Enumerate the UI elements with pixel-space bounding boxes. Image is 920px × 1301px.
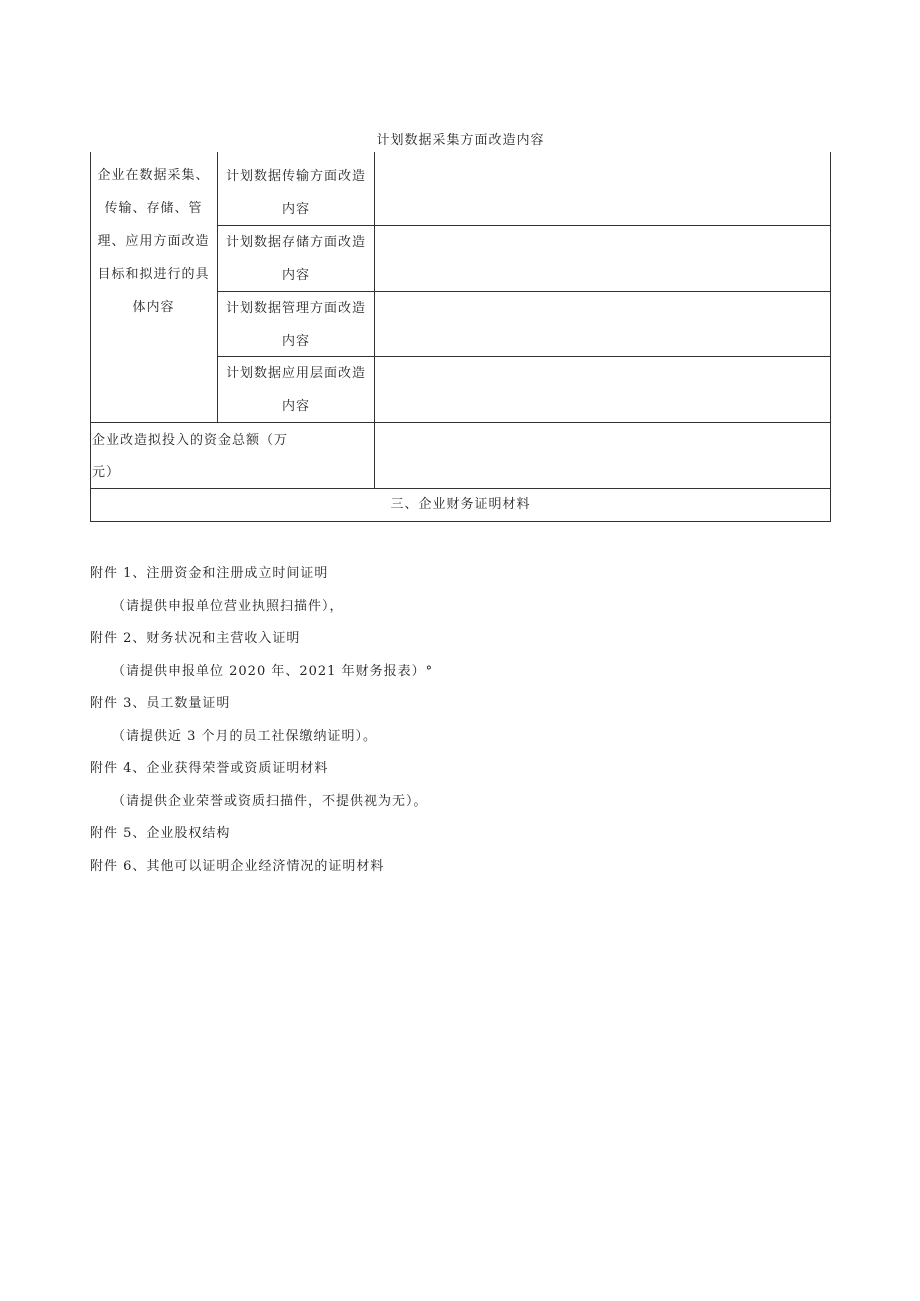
table-border-right: [830, 152, 831, 522]
reform-goals-label-line: 企业在数据采集、: [97, 168, 210, 183]
investment-total-label-line2: 元）: [92, 465, 121, 480]
data-application-label: [218, 357, 374, 423]
reform-goals-label-line: 目标和拟进行的具: [97, 267, 210, 282]
data-application-label-line2: 内容: [281, 399, 310, 414]
reform-goals-label-line: 体内容: [132, 300, 175, 315]
attachments-list: [90, 558, 831, 883]
data-transmission-label-line2: 内容: [281, 202, 310, 217]
reform-goals-label-line: 传输、存储、管: [104, 201, 203, 216]
attachment-3-note: （请提供近 3 个月的员工社保缴纳证明）。: [112, 728, 378, 744]
data-management-label-line1: 计划数据管理方面改造: [225, 301, 366, 316]
investment-total-label: [92, 425, 322, 489]
data-application-value-cell[interactable]: [375, 357, 830, 422]
attachment-4-title: 附件 4、企业获得荣誉或资质证明材料: [90, 761, 329, 776]
investment-total-value-cell[interactable]: [375, 423, 830, 488]
attachment-1-note: （请提供申报单位营业执照扫描件），: [112, 598, 344, 614]
carryover-row-text: 计划数据采集方面改造内容: [376, 133, 545, 148]
data-storage-label-line2: 内容: [281, 268, 310, 283]
reform-content-table: [90, 152, 831, 522]
data-management-value-cell[interactable]: [375, 292, 830, 356]
reform-goals-label-line: 理、应用方面改造: [97, 234, 210, 249]
attachment-3-title: 附件 3、员工数量证明: [90, 696, 231, 711]
data-management-label-line2: 内容: [281, 334, 310, 349]
attachment-1-title: 附件 1、注册资金和注册成立时间证明: [90, 566, 329, 581]
investment-total-label-line1: 企业改造拟投入的资金总额（万: [92, 433, 289, 448]
attachment-2-note: （请提供申报单位 2020 年、2021 年财务报表）°: [112, 663, 434, 679]
attachment-6-title: 附件 6、其他可以证明企业经济情况的证明材料: [90, 858, 385, 874]
financial-proof-section-title: 三、企业财务证明材料: [390, 497, 531, 512]
data-storage-value-cell[interactable]: [375, 226, 830, 291]
data-storage-label: [218, 226, 374, 292]
attachment-4-note: （请提供企业荣誉或资质扫描件，不提供视为无）。: [112, 793, 428, 809]
data-application-label-line1: 计划数据应用层面改造: [225, 366, 366, 381]
data-transmission-value-cell[interactable]: [375, 152, 830, 225]
attachment-2-title: 附件 2、财务状况和主营收入证明: [90, 631, 301, 646]
data-transmission-label: [218, 160, 374, 226]
attachment-5-title: 附件 5、企业股权结构: [90, 826, 231, 841]
reform-goals-label: [90, 159, 217, 324]
data-transmission-label-line1: 计划数据传输方面改造: [225, 169, 366, 184]
data-storage-label-line1: 计划数据存储方面改造: [225, 235, 366, 250]
data-management-label: [218, 292, 374, 358]
